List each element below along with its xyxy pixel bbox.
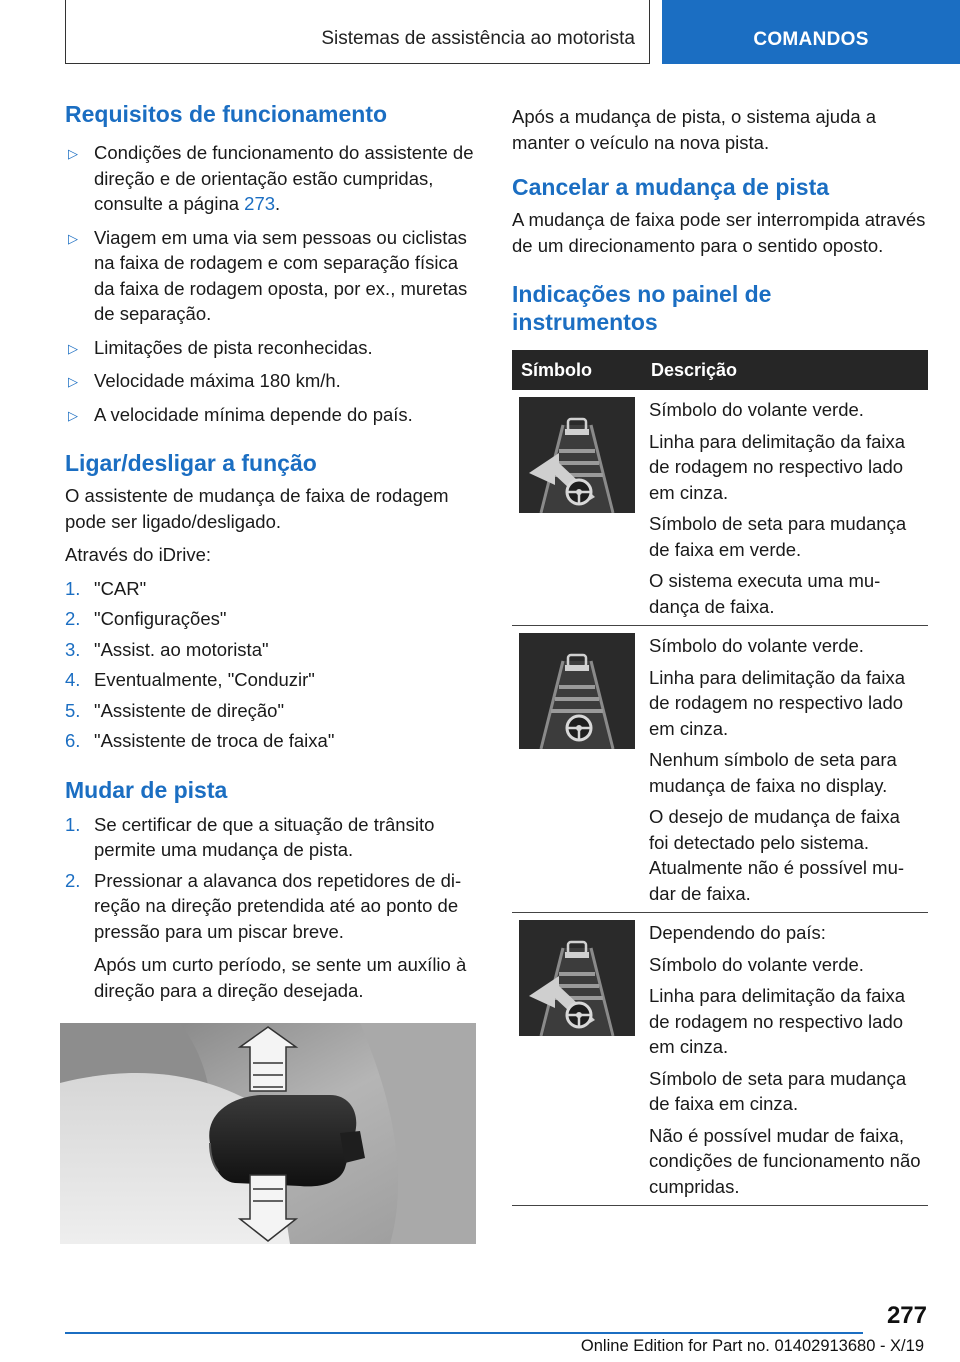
triangle-bullet-icon: ▷: [68, 146, 78, 161]
description-line: Símbolo do volante verde.: [649, 953, 864, 975]
description-line: Linha para delimitação da faixa de rodagem no respectivo lado em cinza.: [649, 985, 906, 1057]
table-header-row: [512, 350, 928, 390]
header-box: [65, 0, 650, 64]
requirements-heading: Requisitos de funcionamento: [65, 101, 388, 127]
lane-change-assist-icon: [519, 633, 635, 749]
col-header-description: Descrição: [642, 350, 928, 390]
cancel-heading: Cancelar a mudança de pista: [512, 174, 830, 200]
description-line: Nenhum símbolo de seta para mudança de faixa no display.: [649, 749, 897, 796]
description-cell: [642, 390, 928, 626]
requirement-item: ▷ Condições de funcionamento do assistente de direção e de orientação estão cumpridas, consulte a página 273.: [68, 142, 474, 214]
description-line: O sistema executa uma mudança de faixa.: [649, 570, 881, 617]
right-column: [512, 100, 928, 1206]
change-lane-steps: [65, 812, 477, 1004]
idrive-step: 2. "Configurações": [65, 608, 227, 629]
symbol-cell: [512, 626, 642, 913]
description-line: Linha para delimitação da faixa de rodagem no respectivo lado em cinza.: [649, 430, 906, 503]
description-line: O desejo de mudança de faixa foi detectado pelo sistema. Atualmente não é possível mudar de faixa.: [649, 806, 905, 904]
idrive-steps: [65, 576, 477, 754]
idrive-intro: Através do iDrive:: [65, 544, 211, 565]
lever-illustration: [60, 1023, 476, 1244]
footer-divider: [65, 1332, 863, 1334]
table-row: [512, 626, 928, 913]
page-link[interactable]: 273: [244, 193, 276, 214]
intro-paragraph: Após a mudança de pista, o sistema ajuda a manter o veículo na nova pista.: [512, 106, 877, 153]
table-row: [512, 390, 928, 626]
description-line: Linha para delimitação da faixa de rodagem no respectivo lado em cinza.: [649, 666, 906, 739]
idrive-step: 4. Eventualmente, "Conduzir": [65, 669, 315, 690]
description-line: Símbolo de seta para mudança de faixa em verde.: [649, 513, 907, 560]
triangle-bullet-icon: ▷: [68, 340, 78, 356]
change-step-note: Após um curto período, se sente um auxílio à direção para a direção desejada.: [94, 954, 467, 1001]
description-line: Dependendo do país:: [649, 922, 826, 943]
col-header-symbol: Símbolo: [512, 350, 642, 390]
triangle-bullet-icon: ▷: [68, 230, 78, 246]
change-step: 1. Se certificar de que a situação de trânsito permite uma mudança de pista.: [65, 813, 435, 860]
chapter-tab[interactable]: [662, 0, 960, 64]
cancel-paragraph: A mudança de faixa pode ser interrompida através de um direcionamento para o sentido oposto.: [512, 209, 926, 256]
idrive-step: 6. "Assistente de troca de faixa": [65, 730, 335, 751]
panel-heading: Indicações no painel de instrumentos: [512, 281, 772, 335]
table-row: [512, 913, 928, 1206]
description-line: Símbolo do volante verde.: [649, 399, 864, 420]
left-column: [65, 100, 477, 1008]
description-cell: [642, 626, 928, 913]
idrive-step: 1. "CAR": [65, 577, 147, 599]
description-line: Não é possível mudar de faixa, condições de funcionamento não cumpridas.: [649, 1124, 921, 1197]
turn-signal-lever-image: [60, 1023, 476, 1244]
onoff-paragraph: O assistente de mudança de faixa de rodagem pode ser ligado/desligado.: [65, 485, 449, 532]
edition-footer: Online Edition for Part no. 01402913680 - X/19: [580, 1337, 924, 1355]
requirement-item: ▷ A velocidade mínima depende do país.: [65, 402, 477, 428]
idrive-step: 5. "Assistente de direção": [65, 699, 285, 721]
indicator-table: [512, 350, 928, 1206]
triangle-bullet-icon: ▷: [68, 407, 78, 423]
lane-change-assist-icon: [519, 920, 635, 1036]
section-title: Sistemas de assistência ao motorista: [321, 28, 635, 49]
description-line: Símbolo do volante verde.: [649, 635, 864, 656]
requirement-item: ▷ Limitações de pista reconhecidas.: [65, 335, 477, 361]
idrive-step: 3. "Assist. ao motorista": [65, 638, 269, 660]
onoff-heading: Ligar/desligar a função: [65, 450, 317, 476]
chapter-tab-label: COMANDOS: [753, 29, 869, 50]
change-lane-heading: Mudar de pista: [65, 776, 228, 803]
requirement-item: ▷ Velocidade máxima 180 km/h.: [65, 368, 477, 394]
triangle-bullet-icon: ▷: [68, 374, 78, 389]
symbol-cell: [512, 913, 642, 1206]
symbol-cell: [512, 390, 642, 626]
requirements-list: [65, 140, 477, 427]
requirement-item: ▷ Viagem em uma via sem pessoas ou ciclistas na faixa de rodagem e com separação física da faixa de rodagem oposta, por ex., muretas de separação.: [68, 226, 468, 324]
description-line: Símbolo de seta para mudança de faixa em cinza.: [649, 1067, 907, 1114]
change-step: 2. Pressionar a alavanca dos repetidores de direção na direção pretendida até ao ponto de pressão para um piscar breve. Após um curto período, se sente um auxílio à direção para a direção desejada.: [65, 868, 477, 1004]
lane-change-assist-icon: [519, 397, 635, 513]
page-number: 277: [886, 1302, 927, 1329]
description-cell: [642, 913, 928, 1206]
